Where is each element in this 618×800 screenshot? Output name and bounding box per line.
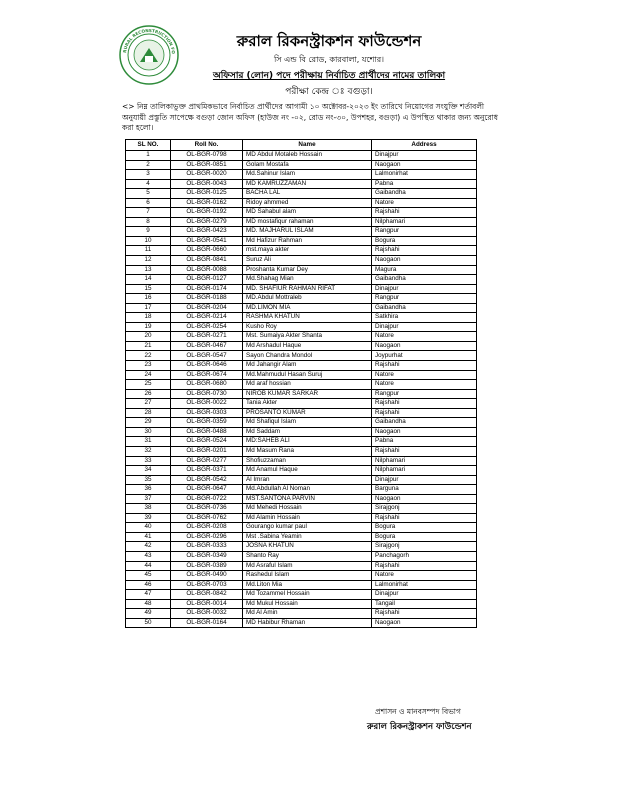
cell-sl: 27 [126, 399, 171, 409]
cell-roll: OL-BGR-0842 [171, 590, 243, 600]
table-row [126, 590, 477, 600]
table-row [126, 303, 477, 313]
cell-name: Suruz Ali [243, 256, 372, 266]
cell-roll: OL-BGR-0851 [171, 160, 243, 170]
cell-address: Lalmonirhat [372, 580, 477, 590]
table-row [126, 380, 477, 390]
cell-roll: OL-BGR-0703 [171, 580, 243, 590]
cell-name: Rashedul Islam [243, 571, 372, 581]
cell-address: Rajshahi [372, 446, 477, 456]
cell-sl: 38 [126, 504, 171, 514]
cell-name: MD Abdul Motaleb Hossain [243, 151, 372, 161]
cell-address: Rajshahi [372, 361, 477, 371]
table-row [126, 341, 477, 351]
cell-address: Sirajgonj [372, 504, 477, 514]
cell-sl: 34 [126, 466, 171, 476]
table-row [126, 160, 477, 170]
cell-address: Bogura [372, 532, 477, 542]
cell-sl: 37 [126, 494, 171, 504]
svg-text:RURAL RECONSTRUCTION FOUNDATIO: RURAL RECONSTRUCTION FO [122, 27, 177, 55]
cell-sl: 24 [126, 370, 171, 380]
cell-roll: OL-BGR-0188 [171, 294, 243, 304]
table-row [126, 246, 477, 256]
notice-paragraph: <> নিম্ন তালিকাভুক্ত প্রাথমিকভাবে নির্বাচিত প্রার্থীদের আগামী ১০ অক্টোবর-২০২৩ ইং তারিখে নিয়োগের সংযুক্তি শর্তাবলী অনুযায়ী প্রস্তুতি সাপেক্ষে বগুড়া জোন অফিস (হাউজ নং -০২, রোড নং-৩০, উপশহর, বগুড়া) এ উপস্থিত থাকার জন্য অনুরোধ করা হলো। [122, 102, 498, 132]
cell-roll: OL-BGR-0271 [171, 332, 243, 342]
cell-address: Naogaon [372, 160, 477, 170]
cell-roll: OL-BGR-0542 [171, 475, 243, 485]
cell-roll: OL-BGR-0204 [171, 303, 243, 313]
cell-address: Nilphamari [372, 456, 477, 466]
cell-sl: 17 [126, 303, 171, 313]
cell-address: Panchagorh [372, 551, 477, 561]
table-row [126, 551, 477, 561]
cell-sl: 33 [126, 456, 171, 466]
cell-roll: OL-BGR-0201 [171, 446, 243, 456]
table-row [126, 322, 477, 332]
cell-name: Md Mukul Hossain [243, 599, 372, 609]
cell-address: Satkhira [372, 313, 477, 323]
table-row [126, 580, 477, 590]
cell-address: Rangpur [372, 294, 477, 304]
table-row [126, 351, 477, 361]
cell-name: Md Shafiqul Islam [243, 418, 372, 428]
cell-address: Bogura [372, 523, 477, 533]
cell-sl: 25 [126, 380, 171, 390]
table-row [126, 427, 477, 437]
cell-name: Golam Mostafa [243, 160, 372, 170]
cell-roll: OL-BGR-0174 [171, 284, 243, 294]
cell-name: Sayon Chandra Mondol [243, 351, 372, 361]
cell-sl: 11 [126, 246, 171, 256]
cell-sl: 49 [126, 609, 171, 619]
cell-address: Magura [372, 265, 477, 275]
cell-sl: 23 [126, 361, 171, 371]
cell-sl: 41 [126, 532, 171, 542]
cell-name: Md Al Amin [243, 609, 372, 619]
cell-name: MD mostafiqur rahaman [243, 217, 372, 227]
cell-address: Rajshahi [372, 246, 477, 256]
cell-sl: 47 [126, 590, 171, 600]
table-row [126, 208, 477, 218]
cell-name: Md.Liton Mia [243, 580, 372, 590]
cell-address: Naogaon [372, 494, 477, 504]
cell-address: Rajshahi [372, 513, 477, 523]
cell-roll: OL-BGR-0127 [171, 275, 243, 285]
cell-name: Md.Sahinur Islam [243, 170, 372, 180]
cell-sl: 4 [126, 179, 171, 189]
cell-address: Rajshahi [372, 408, 477, 418]
cell-sl: 10 [126, 236, 171, 246]
cell-address: Nilphamari [372, 217, 477, 227]
header-name: Name [243, 140, 372, 151]
table-row [126, 504, 477, 514]
cell-address: Lalmonirhat [372, 170, 477, 180]
cell-name: MD:SAHEB ALI [243, 437, 372, 447]
cell-name: Md Saddam [243, 427, 372, 437]
cell-sl: 20 [126, 332, 171, 342]
cell-sl: 13 [126, 265, 171, 275]
cell-sl: 28 [126, 408, 171, 418]
document-title-text: অফিসার (লোন) পদে পরীক্ষায় নির্বাচিত প্রার্থীদের নামের তালিকা [212, 71, 446, 81]
cell-sl: 32 [126, 446, 171, 456]
cell-roll: OL-BGR-0541 [171, 236, 243, 246]
table-row [126, 599, 477, 609]
cell-sl: 3 [126, 170, 171, 180]
header-roll: Roll No. [171, 140, 243, 151]
cell-sl: 40 [126, 523, 171, 533]
table-row [126, 313, 477, 323]
cell-address: Rajshahi [372, 609, 477, 619]
cell-name: RASHMA KHATUN [243, 313, 372, 323]
cell-sl: 42 [126, 542, 171, 552]
table-row [126, 532, 477, 542]
signature-organization: রুরাল রিকনস্ট্রাকশন ফাউন্ডেশন [367, 722, 472, 732]
cell-name: mst.maya akter [243, 246, 372, 256]
cell-roll: OL-BGR-0043 [171, 179, 243, 189]
cell-name: MD. MAJHARUL ISLAM [243, 227, 372, 237]
cell-sl: 5 [126, 189, 171, 199]
table-row [126, 485, 477, 495]
table-row [126, 179, 477, 189]
table-row [126, 437, 477, 447]
cell-name: MD. SHAFIUR RAHMAN RIFAT [243, 284, 372, 294]
cell-sl: 14 [126, 275, 171, 285]
cell-sl: 2 [126, 160, 171, 170]
cell-address: Gaibandha [372, 189, 477, 199]
cell-address: Dinajpur [372, 590, 477, 600]
cell-roll: OL-BGR-0162 [171, 198, 243, 208]
table-row [126, 446, 477, 456]
cell-roll: OL-BGR-0279 [171, 217, 243, 227]
cell-name: Md.Abdullah Al Noman [243, 485, 372, 495]
table-row [126, 256, 477, 266]
cell-address: Bogura [372, 236, 477, 246]
exam-center: পরীক্ষা কেন্দ্র ঃ বগুড়া। [285, 87, 373, 97]
table-row [126, 513, 477, 523]
organization-name: রুরাল রিকনস্ট্রাকশন ফাউন্ডেশন [236, 32, 422, 50]
cell-sl: 35 [126, 475, 171, 485]
signature-department: প্রশাসন ও মানবসম্পদ বিভাগ [375, 707, 461, 716]
cell-name: Md araf hossian [243, 380, 372, 390]
cell-name: Mst .Sabina Yeamin [243, 532, 372, 542]
table-row [126, 265, 477, 275]
cell-roll: OL-BGR-0277 [171, 456, 243, 466]
cell-address: Dinajpur [372, 284, 477, 294]
table-row [126, 466, 477, 476]
table-row [126, 198, 477, 208]
cell-sl: 19 [126, 322, 171, 332]
cell-roll: OL-BGR-0022 [171, 399, 243, 409]
cell-roll: OL-BGR-0490 [171, 571, 243, 581]
cell-sl: 1 [126, 151, 171, 161]
cell-sl: 8 [126, 217, 171, 227]
cell-roll: OL-BGR-0488 [171, 427, 243, 437]
cell-sl: 15 [126, 284, 171, 294]
cell-name: PROSANTO KUMAR [243, 408, 372, 418]
cell-roll: OL-BGR-0730 [171, 389, 243, 399]
cell-address: Rajshahi [372, 208, 477, 218]
table-row [126, 618, 477, 628]
table-row [126, 361, 477, 371]
table-body [126, 151, 477, 628]
table-row [126, 236, 477, 246]
cell-sl: 18 [126, 313, 171, 323]
cell-roll: OL-BGR-0371 [171, 466, 243, 476]
table-row [126, 456, 477, 466]
cell-sl: 22 [126, 351, 171, 361]
cell-name: Tania Akter [243, 399, 372, 409]
cell-name: Ridoy ahmmed [243, 198, 372, 208]
cell-name: Mst. Sumaiya Akter Shanta [243, 332, 372, 342]
cell-sl: 46 [126, 580, 171, 590]
cell-name: Al Imran [243, 475, 372, 485]
cell-sl: 12 [126, 256, 171, 266]
cell-address: Naogaon [372, 341, 477, 351]
cell-name: Proshanta Kumar Dey [243, 265, 372, 275]
cell-address: Rangpur [372, 389, 477, 399]
cell-address: Barguna [372, 485, 477, 495]
cell-sl: 7 [126, 208, 171, 218]
candidate-table [125, 139, 477, 628]
cell-roll: OL-BGR-0646 [171, 361, 243, 371]
cell-sl: 31 [126, 437, 171, 447]
cell-name: NIROB KUMAR SARKAR [243, 389, 372, 399]
cell-address: Natore [372, 380, 477, 390]
cell-roll: OL-BGR-0423 [171, 227, 243, 237]
cell-sl: 43 [126, 551, 171, 561]
cell-address: Gaibandha [372, 418, 477, 428]
cell-sl: 16 [126, 294, 171, 304]
table-row [126, 571, 477, 581]
cell-address: Natore [372, 571, 477, 581]
cell-roll: OL-BGR-0192 [171, 208, 243, 218]
cell-sl: 36 [126, 485, 171, 495]
table-row [126, 561, 477, 571]
cell-address: Rajshahi [372, 561, 477, 571]
table-header-row [126, 140, 477, 151]
cell-roll: OL-BGR-0296 [171, 532, 243, 542]
cell-roll: OL-BGR-0680 [171, 380, 243, 390]
table-row [126, 475, 477, 485]
cell-name: MST.SANTONA PARVIN [243, 494, 372, 504]
cell-name: Md Tozammel Hossain [243, 590, 372, 600]
cell-address: Natore [372, 332, 477, 342]
cell-name: Md.Shahag Mian [243, 275, 372, 285]
cell-roll: OL-BGR-0722 [171, 494, 243, 504]
cell-roll: OL-BGR-0841 [171, 256, 243, 266]
cell-roll: OL-BGR-0014 [171, 599, 243, 609]
header-address: Address [372, 140, 477, 151]
cell-roll: OL-BGR-0674 [171, 370, 243, 380]
cell-address: Naogaon [372, 427, 477, 437]
table-row [126, 389, 477, 399]
table-row [126, 418, 477, 428]
cell-sl: 9 [126, 227, 171, 237]
cell-roll: OL-BGR-0164 [171, 618, 243, 628]
cell-sl: 50 [126, 618, 171, 628]
cell-name: Md Alamin Hossain [243, 513, 372, 523]
document-title [0, 68, 618, 83]
cell-name: Md Hafizur Rahman [243, 236, 372, 246]
cell-name: Md Jahangir Alam [243, 361, 372, 371]
cell-address: Gaibandha [372, 275, 477, 285]
cell-sl: 48 [126, 599, 171, 609]
table-row [126, 523, 477, 533]
cell-address: Joypurhat [372, 351, 477, 361]
cell-name: MD.LIMON MIA [243, 303, 372, 313]
cell-address: Pabna [372, 179, 477, 189]
cell-roll: OL-BGR-0333 [171, 542, 243, 552]
cell-address: Dinajpur [372, 475, 477, 485]
cell-sl: 26 [126, 389, 171, 399]
cell-roll: OL-BGR-0660 [171, 246, 243, 256]
cell-name: Shofiuzzaman [243, 456, 372, 466]
cell-address: Sirajgonj [372, 542, 477, 552]
cell-roll: OL-BGR-0303 [171, 408, 243, 418]
cell-address: Naogaon [372, 256, 477, 266]
cell-sl: 29 [126, 418, 171, 428]
cell-name: Md Anamul Haque [243, 466, 372, 476]
organization-address: সি এন্ড বি রোড, কারবালা, যশোর। [274, 55, 384, 64]
table-row [126, 217, 477, 227]
cell-roll: OL-BGR-0647 [171, 485, 243, 495]
cell-roll: OL-BGR-0762 [171, 513, 243, 523]
table-row [126, 170, 477, 180]
cell-roll: OL-BGR-0088 [171, 265, 243, 275]
cell-address: Naogaon [372, 618, 477, 628]
cell-name: Md Masum Rana [243, 446, 372, 456]
cell-name: MD KAMRUZZAMAN [243, 179, 372, 189]
cell-address: Dinajpur [372, 151, 477, 161]
table-row [126, 609, 477, 619]
cell-name: Md Mehedi Hossain [243, 504, 372, 514]
cell-roll: OL-BGR-0349 [171, 551, 243, 561]
cell-address: Dinajpur [372, 322, 477, 332]
cell-sl: 39 [126, 513, 171, 523]
table-row [126, 227, 477, 237]
table-row [126, 275, 477, 285]
cell-name: Md.Mahmudul Hasan Suruj [243, 370, 372, 380]
cell-roll: OL-BGR-0389 [171, 561, 243, 571]
cell-roll: OL-BGR-0798 [171, 151, 243, 161]
cell-name: Md Arshadul Haque [243, 341, 372, 351]
cell-name: MD.Abdul Mottraleb [243, 294, 372, 304]
cell-address: Rajshahi [372, 399, 477, 409]
table-row [126, 189, 477, 199]
cell-roll: OL-BGR-0254 [171, 322, 243, 332]
table-row [126, 284, 477, 294]
table-row [126, 332, 477, 342]
table-row [126, 151, 477, 161]
cell-address: Tangail [372, 599, 477, 609]
cell-name: MD Sahabul alam [243, 208, 372, 218]
cell-address: Natore [372, 370, 477, 380]
cell-roll: OL-BGR-0467 [171, 341, 243, 351]
cell-sl: 30 [126, 427, 171, 437]
cell-address: Pabna [372, 437, 477, 447]
cell-name: Shanto Ray [243, 551, 372, 561]
cell-name: MD Habibur Rhaman [243, 618, 372, 628]
cell-roll: OL-BGR-0032 [171, 609, 243, 619]
table-row [126, 542, 477, 552]
cell-roll: OL-BGR-0125 [171, 189, 243, 199]
table-row [126, 370, 477, 380]
table-row [126, 294, 477, 304]
cell-name: Kusho Roy [243, 322, 372, 332]
header-sl: SL NO. [126, 140, 171, 151]
cell-address: Natore [372, 198, 477, 208]
cell-roll: OL-BGR-0524 [171, 437, 243, 447]
cell-roll: OL-BGR-0214 [171, 313, 243, 323]
cell-roll: OL-BGR-0547 [171, 351, 243, 361]
cell-roll: OL-BGR-0736 [171, 504, 243, 514]
cell-roll: OL-BGR-0020 [171, 170, 243, 180]
cell-sl: 44 [126, 561, 171, 571]
cell-address: Gaibandha [372, 303, 477, 313]
cell-name: Md Asraful Islam [243, 561, 372, 571]
cell-sl: 45 [126, 571, 171, 581]
cell-address: Rangpur [372, 227, 477, 237]
table-row [126, 399, 477, 409]
table-row [126, 408, 477, 418]
cell-name: Gourango kumar paul [243, 523, 372, 533]
cell-sl: 21 [126, 341, 171, 351]
cell-roll: OL-BGR-0359 [171, 418, 243, 428]
table-row [126, 494, 477, 504]
cell-roll: OL-BGR-0208 [171, 523, 243, 533]
cell-sl: 6 [126, 198, 171, 208]
cell-name: JOSNA KHATUN [243, 542, 372, 552]
cell-address: Nilphamari [372, 466, 477, 476]
cell-name: BACHA LAL [243, 189, 372, 199]
